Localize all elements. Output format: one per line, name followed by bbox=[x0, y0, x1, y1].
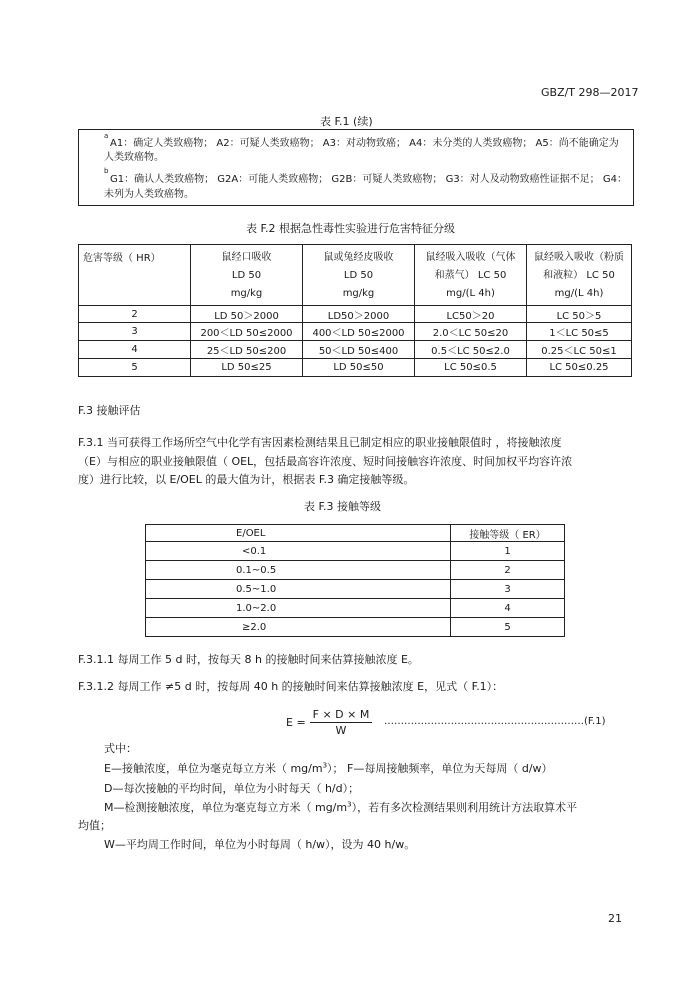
header-line: mg/(L 4h) bbox=[446, 288, 495, 299]
table-header-cell: E/OEL bbox=[146, 525, 451, 542]
note-a-marker: a bbox=[104, 132, 109, 140]
table-f2-header-cell bbox=[303, 245, 415, 306]
section-f312: F.3.1.2 每周工作 ≠5 d 时，按每周 40 h 的接触时间来估算接触浓度 E，见式（ F.1）： bbox=[78, 680, 504, 693]
section-f31-line2: （E）与相应的职业接触限值（ OEL，包括最高容许浓度、短时间接触容许浓度、时间加权平均容许浓 bbox=[78, 455, 573, 468]
table-cell: 1＜LC 50≤5 bbox=[527, 323, 632, 341]
table-header-cell: 接触等级（ ER） bbox=[451, 525, 565, 542]
definition-m-cont: 均值； bbox=[78, 819, 111, 832]
table-row bbox=[146, 599, 565, 618]
table-cell: 0.5~1.0 bbox=[146, 580, 451, 599]
definition-text: M—检测接触浓度，单位为毫克每立方米（ mg/m bbox=[104, 801, 348, 814]
superscript: 3 bbox=[322, 761, 328, 770]
table-cell: 3 bbox=[451, 580, 565, 599]
table-cell: 4 bbox=[79, 341, 191, 359]
definition-m bbox=[104, 799, 577, 815]
definition-w: W—平均周工作时间，单位为小时每周（ h/w），设为 40 h/w。 bbox=[104, 838, 416, 851]
table-cell: LC 50≤0.25 bbox=[527, 359, 632, 377]
table-row bbox=[79, 306, 632, 323]
table-cell: 25＜LD 50≤200 bbox=[191, 341, 303, 359]
note-b-marker: b bbox=[104, 167, 109, 175]
header-line: 鼠经口吸收 bbox=[221, 252, 272, 263]
table-cell: ≥2.0 bbox=[146, 618, 451, 637]
table-row bbox=[146, 561, 565, 580]
table-cell: LC 50＞5 bbox=[527, 306, 632, 323]
note-a-line2: 人类致癌物。 bbox=[104, 152, 164, 163]
note-b-line1: G1：确认人类致癌物； G2A：可能人类致癌物； G2B：可疑人类致癌物； G3：对人及动物致癌性证据不足； G4： bbox=[110, 174, 627, 185]
header-line: 和液粒） LC 50 bbox=[543, 270, 615, 281]
table-cell: 2 bbox=[79, 306, 191, 323]
table-cell: LD 50＞2000 bbox=[191, 306, 303, 323]
table-f2-header-row bbox=[79, 245, 632, 306]
header-line: 鼠经吸入吸收（气体 bbox=[425, 252, 516, 263]
table-cell: 5 bbox=[451, 618, 565, 637]
section-f3-title: F.3 接触评估 bbox=[78, 404, 141, 417]
header-line: LD 50 bbox=[343, 270, 374, 281]
table-row bbox=[79, 323, 632, 341]
table-cell: 1 bbox=[451, 542, 565, 561]
table-row bbox=[146, 580, 565, 599]
section-f31-line3: 度）进行比较，以 E/OEL 的最大值为计，根据表 F.3 确定接触等级。 bbox=[78, 473, 415, 486]
fraction-bar bbox=[310, 722, 372, 723]
table-f1-notes-box bbox=[78, 129, 634, 206]
table-cell: LD50＞2000 bbox=[303, 306, 415, 323]
header-line: mg/kg bbox=[342, 288, 375, 299]
header-line: 和蒸气） LC 50 bbox=[434, 270, 507, 281]
table-cell: 3 bbox=[79, 323, 191, 341]
note-a-line1: A1：确定人类致癌物； A2：可疑人类致癌物； A3：对动物致癌； A4：未分类的人类致癌物； A5：尚不能确定为 bbox=[110, 138, 619, 149]
table-cell: LC 50≤0.5 bbox=[415, 359, 527, 377]
table-row bbox=[146, 542, 565, 561]
table-cell: 4 bbox=[451, 599, 565, 618]
table-cell: 0.5＜LC 50≤2.0 bbox=[415, 341, 527, 359]
table-f3 bbox=[145, 524, 565, 637]
header-line: 鼠或兔经皮吸收 bbox=[323, 252, 394, 263]
table-f1-caption: 表 F.1 (续) bbox=[320, 115, 373, 128]
table-f2-header-cell bbox=[527, 245, 632, 306]
page-number: 21 bbox=[608, 912, 622, 925]
header-line: LD 50 bbox=[231, 270, 262, 281]
header-line: 危害等级（ HR） bbox=[83, 253, 161, 264]
table-cell: 1.0~2.0 bbox=[146, 599, 451, 618]
definition-text: E—接触浓度，单位为毫克每立方米（ mg/m bbox=[104, 762, 323, 775]
definition-e bbox=[104, 760, 553, 776]
table-f2-caption: 表 F.2 根据急性毒性实验进行危害特征分级 bbox=[246, 222, 456, 235]
definition-text: ），若有多次检测结果则利用统计方法取算术平 bbox=[351, 801, 578, 814]
header-line: mg/kg bbox=[230, 288, 263, 299]
table-row bbox=[146, 618, 565, 637]
table-f2-header-cell bbox=[415, 245, 527, 306]
section-f31-line1: F.3.1 当可获得工作场所空气中化学有害因素检测结果且已制定相应的职业接触限值时 ，将接触浓度 bbox=[78, 436, 562, 449]
table-cell: 50＜LD 50≤400 bbox=[303, 341, 415, 359]
table-cell: 0.25＜LC 50≤1 bbox=[527, 341, 632, 359]
table-cell: 0.1~0.5 bbox=[146, 561, 451, 580]
formula-dots-number: ……………………………………………………(F.1) bbox=[384, 716, 606, 727]
formula-numerator: F × D × M bbox=[312, 708, 370, 721]
table-f3-header-row bbox=[146, 525, 565, 542]
table-f3-caption: 表 F.3 接触等级 bbox=[304, 500, 382, 513]
table-cell: LD 50≤25 bbox=[191, 359, 303, 377]
table-cell: 2 bbox=[451, 561, 565, 580]
table-cell: LC50＞20 bbox=[415, 306, 527, 323]
table-f2-header-cell bbox=[79, 245, 191, 306]
definitions-intro: 式中： bbox=[104, 742, 137, 755]
header-line: mg/(L 4h) bbox=[554, 288, 604, 299]
table-cell: 5 bbox=[79, 359, 191, 377]
table-cell: 2.0＜LC 50≤20 bbox=[415, 323, 527, 341]
table-f2 bbox=[78, 244, 632, 377]
note-b-line2: 未列为人类致癌物。 bbox=[104, 189, 194, 200]
table-row bbox=[79, 341, 632, 359]
formula-lhs: E = bbox=[286, 716, 306, 729]
table-f2-header-cell bbox=[191, 245, 303, 306]
table-cell: LD 50≤50 bbox=[303, 359, 415, 377]
header-line: 鼠经吸入吸收（粉质 bbox=[534, 252, 624, 263]
table-row bbox=[79, 359, 632, 377]
table-cell: 200＜LD 50≤2000 bbox=[191, 323, 303, 341]
table-cell: <0.1 bbox=[146, 542, 451, 561]
section-f311: F.3.1.1 每周工作 5 d 时，按每天 8 h 的接触时间来估算接触浓度 E。 bbox=[78, 653, 419, 666]
table-cell: 400＜LD 50≤2000 bbox=[303, 323, 415, 341]
superscript: 3 bbox=[347, 800, 352, 809]
definition-text: ）； F—每周接触频率，单位为天每周（ d/w） bbox=[327, 762, 553, 775]
header-code: GBZ/T 298—2017 bbox=[541, 86, 639, 99]
formula-denominator: W bbox=[335, 724, 347, 737]
definition-d: D—每次接触的平均时间，单位为小时每天（ h/d）； bbox=[104, 782, 360, 795]
